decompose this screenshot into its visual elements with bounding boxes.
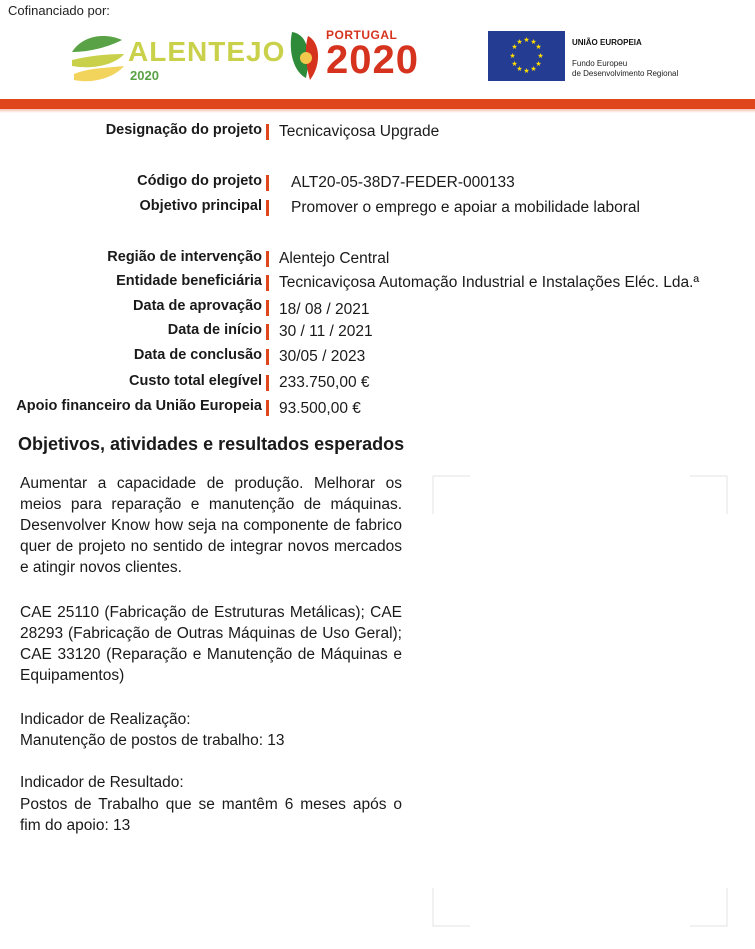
field-value: 233.750,00 € [279,374,370,391]
field-eu-support [0,398,755,420]
field-label: Data de conclusão [133,347,262,363]
field-value: 30/05 / 2023 [279,348,366,365]
result-indicator-label: Indicador de Resultado: [20,774,184,791]
field-entity [0,273,755,295]
field-label: Entidade beneficiária [116,273,262,289]
header-divider-shadow [0,109,755,113]
crop-marks [430,474,730,929]
objectives-paragraph-1: Aumentar a capacidade de produção. Melhorar os meios para reparação e manutenção de máquinas. Desenvolver Know how seja na componente de fabrico quer de projeto no sentido de integrar novos mercados e atingir novos clientes. [20,475,402,576]
field-separator [266,400,269,416]
portugal-2020-logo [286,26,461,86]
field-label: Data de início [167,322,262,338]
field-label: Objetivo principal [139,198,262,214]
field-separator [266,124,269,140]
field-value: 18/ 08 / 2021 [279,301,370,318]
field-value: Tecnicaviçosa Upgrade [279,123,440,140]
field-approval-date [0,298,755,320]
portugal-logo-text: PORTUGAL [326,28,398,42]
field-label: Apoio financeiro da União Europeia [16,398,262,414]
field-total-cost [0,373,755,395]
field-separator [266,200,269,216]
field-end-date [0,347,755,369]
svg-text:★: ★ [516,38,523,46]
field-separator [266,251,269,267]
alentejo-logo-year: 2020 [130,68,159,83]
alentejo-emblem-icon [70,30,126,86]
field-value: ALT20-05-38D7-FEDER-000133 [291,174,515,191]
header-divider-bar [0,99,755,109]
field-code [0,173,755,195]
eu-fund-text [572,59,678,79]
field-label: Região de intervenção [107,249,262,265]
svg-text:★: ★ [511,43,518,51]
field-label: Data de aprovação [133,298,262,314]
portugal-emblem-icon [286,28,326,84]
svg-text:★: ★ [516,65,523,73]
portugal-logo-year: 2020 [326,38,419,82]
field-start-date [0,322,755,344]
field-label: Código do projeto [137,173,262,189]
result-indicator-value: Postos de Trabalho que se mantêm 6 meses após o fim do apoio: 13 [20,796,402,834]
field-value: 93.500,00 € [279,400,361,417]
svg-text:★: ★ [535,60,542,68]
svg-text:★: ★ [511,60,518,68]
svg-text:★: ★ [535,43,542,51]
svg-text:★: ★ [523,67,530,75]
svg-text:★: ★ [523,36,530,44]
field-separator [266,349,269,365]
alentejo-2020-logo [70,30,286,86]
field-separator [266,324,269,340]
eu-title: UNIÃO EUROPEIA [572,38,642,47]
objectives-title: Objetivos, atividades e resultados esperados [18,434,405,454]
field-value: Promover o emprego e apoiar a mobilidade laboral [291,199,640,216]
field-value: Tecnicaviçosa Automação Industrial e Instalações Eléc. Lda.ª [279,274,700,291]
objectives-paragraph-cae: CAE 25110 (Fabricação de Estruturas Metálicas); CAE 28293 (Fabricação de Outras Máquinas de Uso Geral); CAE 33120 (Reparação e Manutenção de Máquinas e Equipamentos) [20,604,402,684]
field-label: Custo total elegível [129,373,262,389]
svg-text:★: ★ [509,52,516,60]
field-separator [266,300,269,316]
field-objective [0,198,755,220]
eu-fund-line2: de Desenvolvimento Regional [572,69,679,78]
realization-indicator-label: Indicador de Realização: [20,711,191,728]
svg-text:★: ★ [530,38,537,46]
field-label: Designação do projeto [105,122,262,138]
field-separator [266,375,269,391]
svg-text:★: ★ [537,52,544,60]
svg-text:★: ★ [530,65,537,73]
field-value: Alentejo Central [279,250,390,267]
field-region [0,249,755,271]
field-designation [0,122,755,144]
alentejo-logo-text: ALENTEJO [128,36,286,67]
eu-flag-icon [488,31,565,81]
field-value: 30 / 11 / 2021 [279,323,373,340]
eu-fund-line1: Fundo Europeu [572,59,628,68]
realization-indicator-value: Manutenção de postos de trabalho: 13 [20,732,285,749]
field-separator [266,275,269,291]
cofinanced-label: Cofinanciado por: [8,3,110,18]
field-separator [266,175,269,191]
